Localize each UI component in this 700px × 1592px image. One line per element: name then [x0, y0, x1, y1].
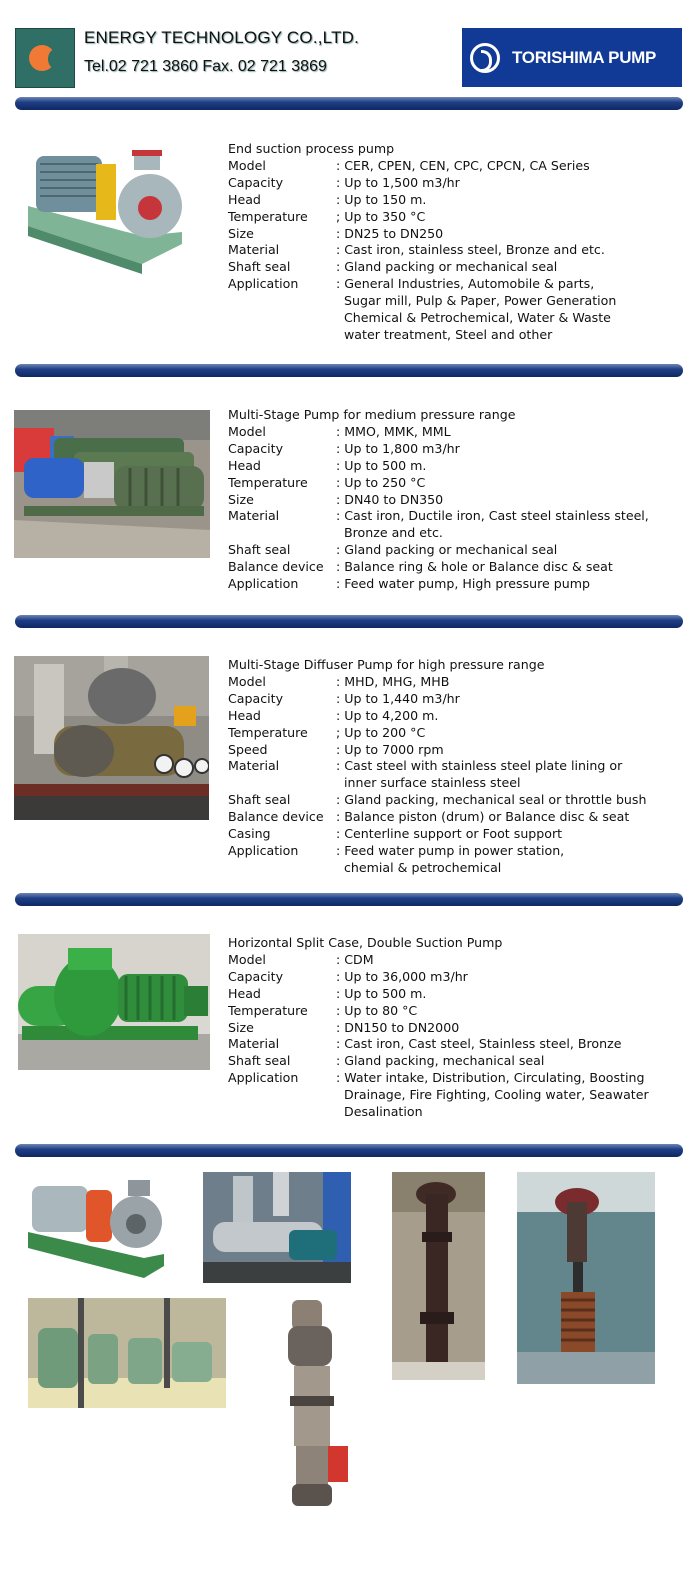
spec-row: Shaft seal : Gland packing or mechanical seal [228, 542, 558, 558]
spec-row: Material : Cast iron, Cast steel, Stainless steel, Bronze [228, 1036, 622, 1052]
product-title: End suction process pump [228, 141, 395, 156]
diffuser-pump-image [14, 656, 209, 820]
end-suction-pump-image [22, 136, 186, 276]
spec-continuation: chemial & petrochemical [344, 859, 502, 875]
spec-row: Head : Up to 150 m. [228, 191, 427, 207]
torishima-mark-icon [470, 43, 500, 73]
divider-bar [15, 615, 683, 628]
gallery-image-barrel-pump [278, 1296, 353, 1510]
divider-bar [15, 364, 683, 377]
spec-continuation: Bronze and etc. [344, 525, 443, 541]
spec-row: Shaft seal : Gland packing, mechanical seal [228, 1053, 545, 1069]
spec-row: Shaft seal : Gland packing or mechanical seal [228, 259, 558, 275]
spec-continuation: Desalination [344, 1104, 423, 1120]
spec-row: Shaft seal : Gland packing, mechanical seal or throttle bush [228, 792, 647, 808]
spec-row: Model : MHD, MHG, MHB [228, 673, 450, 689]
gallery-image-process-pump [24, 1172, 168, 1280]
spec-row: Application : General Industries, Automobile & parts, [228, 276, 595, 292]
spec-row: Head : Up to 500 m. [228, 457, 427, 473]
spec-row: Model : CDM [228, 951, 374, 967]
spec-continuation: Drainage, Fire Fighting, Cooling water, Seawater [344, 1087, 649, 1103]
spec-row: Model : MMO, MMK, MML [228, 423, 451, 439]
contact-numbers: Tel.02 721 3860 Fax. 02 721 3869 [84, 58, 327, 75]
spec-row: Balance device : Balance ring & hole or Balance disc & seat [228, 559, 613, 575]
multi-stage-pump-image [14, 410, 210, 558]
spec-row: Size : DN25 to DN250 [228, 225, 444, 241]
spec-row: Head : Up to 500 m. [228, 985, 427, 1001]
spec-continuation: Chemical & Petrochemical, Water & Waste [344, 310, 611, 326]
spec-block-1 [228, 141, 616, 344]
product-title: Horizontal Split Case, Double Suction Pump [228, 935, 503, 950]
spec-row: Size : DN40 to DN350 [228, 491, 444, 507]
spec-row: Material : Cast steel with stainless steel plate lining or [228, 758, 623, 774]
spec-row: Capacity : Up to 36,000 m3/hr [228, 968, 468, 984]
company-logo [15, 28, 75, 88]
spec-row: Temperature : Up to 250 °C [228, 474, 426, 490]
spec-row: Capacity : Up to 1,500 m3/hr [228, 174, 460, 190]
gallery-image-pump-room [28, 1298, 226, 1408]
spec-row: Model : CER, CPEN, CEN, CPC, CPCN, CA Series [228, 157, 590, 173]
spec-row: Application : Feed water pump, High pressure pump [228, 576, 591, 592]
spec-row: Material : Cast iron, Ductile iron, Cast steel stainless steel, [228, 508, 649, 524]
spec-row: Application : Water intake, Distribution, Circulating, Boosting [228, 1070, 645, 1086]
spec-row: Temperature : Up to 80 °C [228, 1002, 418, 1018]
divider-bar [15, 893, 683, 906]
spec-row: Head : Up to 4,200 m. [228, 707, 439, 723]
spec-row: Capacity : Up to 1,440 m3/hr [228, 690, 460, 706]
gallery-image-vertical-pump-1 [392, 1172, 485, 1380]
spec-continuation: inner surface stainless steel [344, 775, 521, 791]
product-title: Multi-Stage Diffuser Pump for high pressure range [228, 657, 545, 672]
gallery-image-vertical-pump-2 [517, 1172, 655, 1384]
divider-bar [15, 1144, 683, 1157]
product-title: Multi-Stage Pump for medium pressure range [228, 407, 516, 422]
split-case-pump-image [18, 934, 210, 1070]
divider-bar [15, 97, 683, 110]
brand-name: TORISHIMA PUMP [512, 47, 657, 67]
spec-row: Speed : Up to 7000 rpm [228, 741, 444, 757]
company-name: ENERGY TECHNOLOGY CO.,LTD. [84, 28, 360, 47]
spec-continuation: Sugar mill, Pulp & Paper, Power Generation [344, 293, 617, 309]
spec-row: Casing : Centerline support or Foot support [228, 826, 563, 842]
gallery-image-plant-pump [203, 1172, 351, 1283]
spec-row: Application : Feed water pump in power station, [228, 842, 565, 858]
spec-continuation: water treatment, Steel and other [344, 326, 553, 342]
spec-row: Temperature ; Up to 350 °C [228, 208, 426, 224]
spec-row: Size : DN150 to DN2000 [228, 1019, 460, 1035]
spec-row: Material : Cast iron, stainless steel, Bronze and etc. [228, 242, 605, 258]
spec-block-2 [228, 407, 649, 593]
spec-block-4 [228, 935, 649, 1121]
spec-row: Balance device : Balance piston (drum) or Balance disc & seat [228, 809, 630, 825]
torishima-brand-logo [462, 28, 682, 87]
spec-row: Capacity : Up to 1,800 m3/hr [228, 440, 460, 456]
spec-block-3 [228, 657, 646, 877]
spec-row: Temperature ; Up to 200 °C [228, 724, 426, 740]
